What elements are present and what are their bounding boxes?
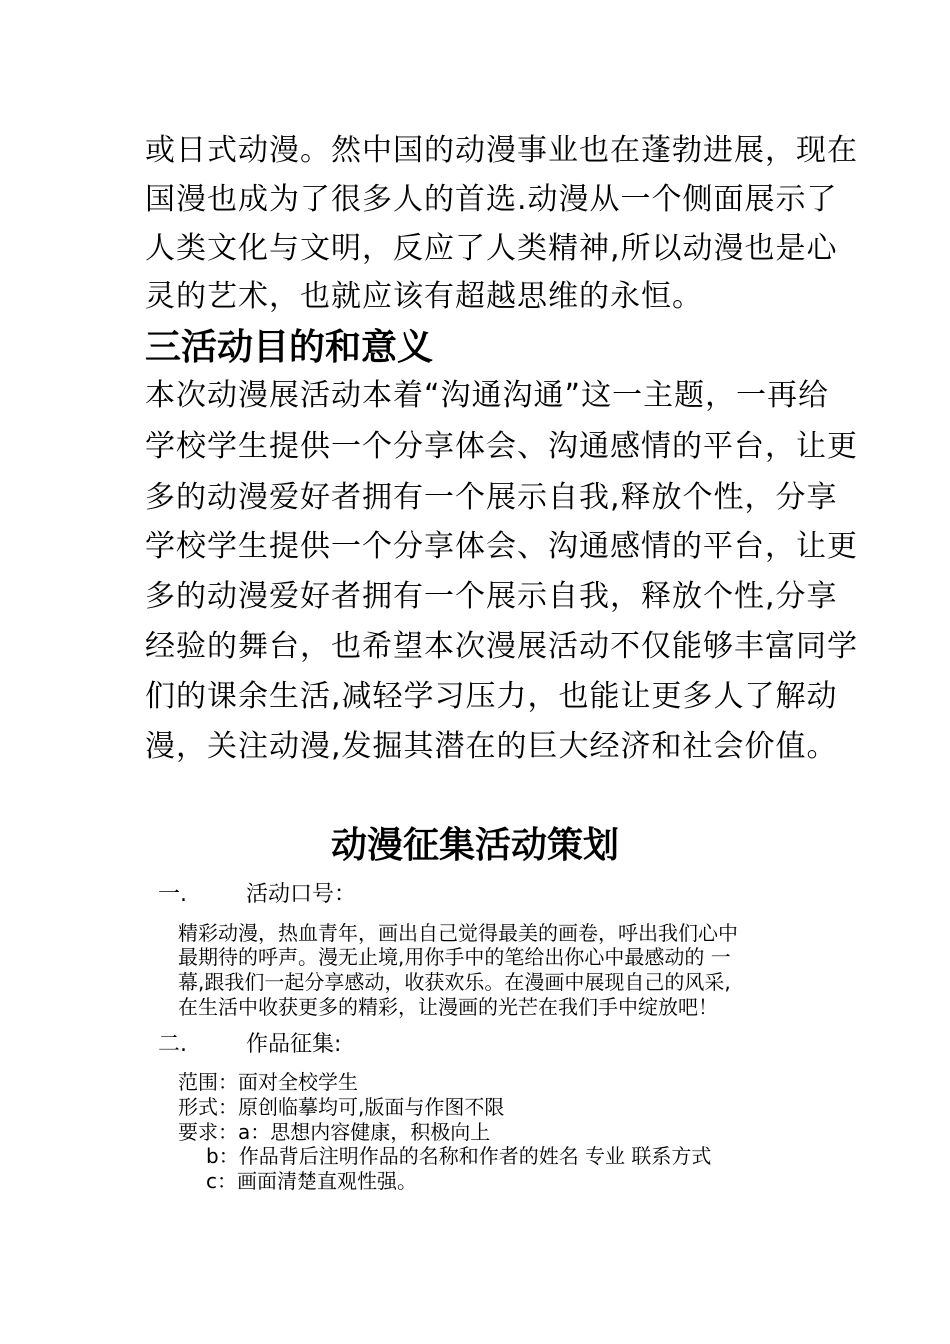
requirement-c-line: c：画面清楚直观性强。 xyxy=(206,1169,417,1193)
intro-line-4: 灵的艺术，也就应该有超越思维的永恒。 xyxy=(145,279,703,314)
section2-number: 二. xyxy=(158,1032,187,1057)
section1-number: 一. xyxy=(158,882,187,907)
section3-line-6: 经验的舞台，也希望本次漫展活动不仅能够丰富同学 xyxy=(145,629,858,664)
slogan-line-3: 幕,跟我们一起分享感动，收获欢乐。在漫画中展现自己的风采, xyxy=(178,970,731,994)
slogan-line-4: 在生活中收获更多的精彩，让漫画的光芒在我们手中绽放吧！ xyxy=(178,995,718,1019)
requirement-a-line: 要求：a：思想内容健康，积极向上 xyxy=(178,1120,491,1144)
intro-line-2: 国漫也成为了很多人的首选.动漫从一个侧面展示了 xyxy=(145,182,838,217)
plan-title: 动漫征集活动策划 xyxy=(330,825,619,866)
section3-line-4: 学校学生提供一个分享体会、沟通感情的平台，让更 xyxy=(145,529,858,564)
slogan-line-1: 精彩动漫，热血青年，画出自己觉得最美的画卷，呼出我们心中 xyxy=(178,921,738,945)
section3-line-7: 们的课余生活,减轻学习压力，也能让更多人了解动 xyxy=(145,679,838,714)
intro-line-3: 人类文化与文明，反应了人类精神,所以动漫也是心 xyxy=(145,231,838,266)
section2-label: 作品征集: xyxy=(246,1032,342,1057)
format-line: 形式：原创临摹均可,版面与作图不限 xyxy=(178,1095,505,1119)
section3-line-5: 多的动漫爱好者拥有一个展示自我，释放个性,分享 xyxy=(145,579,838,614)
section3-line-1: 本次动漫展活动本着“沟通沟通”这一主题，一再给 xyxy=(145,378,830,413)
slogan-line-2: 最期待的呼声。漫无止境,用你手中的笔给出你心中最感动的 一 xyxy=(178,945,731,969)
section3-line-8: 漫，关注动漫,发掘其潜在的巨大经济和社会价值。 xyxy=(145,729,838,764)
scope-line: 范围：面对全校学生 xyxy=(178,1070,358,1094)
requirement-b-line: b：作品背后注明作品的名称和作者的姓名 专业 联系方式 xyxy=(206,1144,712,1168)
section3-heading: 三活动目的和意义 xyxy=(145,327,434,368)
section3-line-3: 多的动漫爱好者拥有一个展示自我,释放个性，分享 xyxy=(145,480,838,515)
intro-line-1: 或日式动漫。然中国的动漫事业也在蓬勃进展，现在 xyxy=(145,133,858,168)
section3-line-2: 学校学生提供一个分享体会、沟通感情的平台，让更 xyxy=(145,429,858,464)
section1-label: 活动口号： xyxy=(246,882,357,907)
